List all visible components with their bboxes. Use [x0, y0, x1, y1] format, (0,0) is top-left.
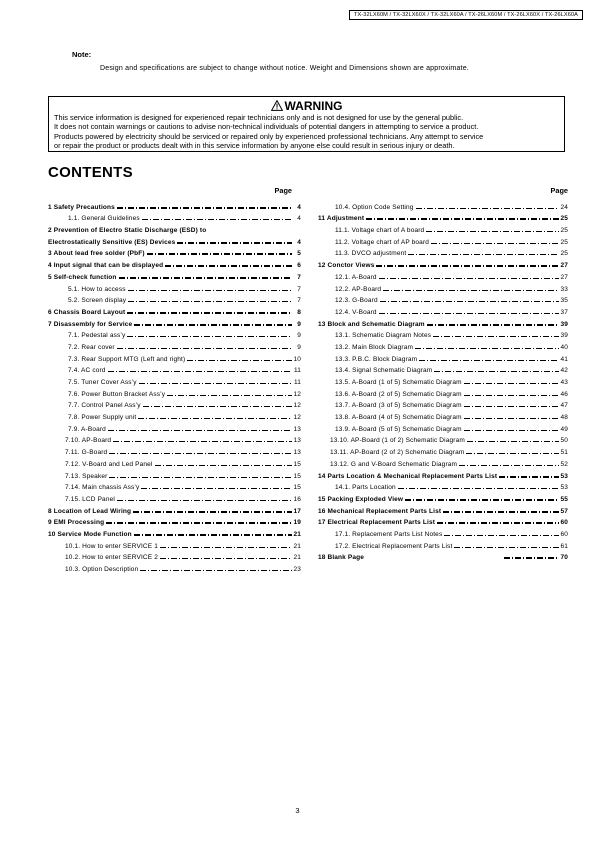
toc-leader [464, 418, 559, 419]
toc-leader [464, 406, 559, 407]
toc-entry[interactable] [48, 491, 301, 503]
toc-entry[interactable] [318, 374, 568, 386]
toc-leader [141, 488, 292, 489]
toc-entry[interactable] [48, 433, 301, 445]
toc-leader [109, 477, 292, 478]
toc-entry[interactable] [48, 316, 301, 328]
toc-entry[interactable] [48, 421, 301, 433]
toc-entry[interactable] [48, 281, 301, 293]
toc-entry-page: 12 [293, 390, 301, 398]
toc-leader [138, 418, 292, 419]
toc-entry-page: 21 [293, 542, 301, 550]
toc-entry-page: 57 [560, 507, 568, 515]
toc-entry[interactable] [48, 304, 301, 316]
toc-entry-label: 12.4. V-Board [335, 308, 377, 316]
toc-entry[interactable] [48, 456, 301, 468]
toc-leader [443, 511, 559, 513]
toc-leader [466, 453, 559, 454]
toc-entry-page: 50 [560, 437, 568, 445]
toc-leader [160, 547, 292, 548]
toc-entry-page: 52 [560, 460, 568, 468]
toc-entry-label: 14 Parts Location & Mechanical Replacement Parts List [318, 472, 498, 480]
toc-entry-page: 13 [293, 437, 301, 445]
toc-entry[interactable] [318, 363, 568, 375]
toc-entry[interactable] [318, 480, 568, 492]
toc-entry-label: 7.11. G-Board [65, 449, 108, 457]
toc-entry-label: 13.11. AP-Board (2 of 2) Schematic Diagram [330, 449, 465, 457]
toc-leader [128, 290, 292, 291]
toc-entry-label: 13.7. A-Board (3 of 5) Schematic Diagram [335, 402, 462, 410]
toc-entry[interactable] [48, 386, 301, 398]
toc-leader [437, 522, 559, 524]
toc-entry-page: 42 [560, 367, 568, 375]
toc-entry[interactable] [318, 503, 568, 515]
toc-entry-label: 1 Safety Precautions [48, 203, 115, 211]
toc-entry-label: 12 Conctor Views [318, 262, 375, 270]
toc-leader [383, 290, 559, 291]
toc-entry-label: 5.1. How to access [68, 285, 126, 293]
toc-entry[interactable] [318, 339, 568, 351]
toc-entry-page: 35 [560, 297, 568, 305]
toc-entry[interactable] [318, 409, 568, 421]
toc-entry-page: 15 [293, 472, 301, 480]
toc-entry-label: 13.2. Main Block Diagram [335, 343, 414, 351]
toc-entry-label: 7.6. Power Button Bracket Ass’y [68, 390, 166, 398]
toc-entry-page: 33 [560, 285, 568, 293]
toc-leader [108, 430, 292, 431]
toc-entry-page: 60 [560, 519, 568, 527]
toc-entry[interactable] [48, 269, 301, 281]
note-label: Note: [72, 50, 92, 59]
toc-leader [128, 301, 292, 302]
toc-entry[interactable] [318, 304, 568, 316]
toc-entry[interactable] [318, 491, 568, 503]
toc-entry-label: 17.2. Electrical Replacement Parts List [335, 542, 453, 550]
toc-entry-page: 40 [560, 343, 568, 351]
toc-entry[interactable] [48, 351, 301, 363]
toc-leader [398, 488, 559, 489]
toc-entry-label: 13.6. A-Board (2 of 5) Schematic Diagram [335, 390, 462, 398]
page-number: 3 [295, 806, 300, 815]
toc-entry-label: 5.2. Screen display [68, 297, 127, 305]
toc-entry-page: 10 [293, 355, 301, 363]
toc-entry-page: 43 [560, 379, 568, 386]
toc-entry[interactable] [48, 246, 301, 258]
toc-leader [379, 313, 559, 314]
model-list-text: TX-32LX60M / TX-32LX60X / TX-32LX60A / TX-26LX60M / TX-26LX60X / TX-26LX60A [353, 12, 578, 18]
toc-entry-label: 13 Block and Schematic Diagram [318, 320, 425, 328]
toc-entry-page: 15 [293, 484, 301, 492]
toc-entry[interactable] [48, 374, 301, 386]
toc-entry-page: 19 [293, 519, 301, 527]
toc-entry-label: 13.4. Signal Schematic Diagram [335, 367, 433, 375]
toc-entry-label: 3 About lead free solder (PbF) [48, 250, 145, 258]
toc-leader [143, 406, 292, 407]
toc-entry[interactable] [48, 550, 301, 562]
toc-entry-page: 39 [560, 320, 568, 328]
toc-entry-page: 23 [293, 566, 301, 573]
toc-entry-label: 7.7. Control Panel Ass’y [68, 402, 141, 410]
toc-column-left [48, 199, 301, 573]
toc-entry-page: 49 [560, 425, 568, 433]
toc-entry[interactable] [48, 468, 301, 480]
toc-entry-page: 6 [297, 262, 301, 270]
toc-entry-label: 8 Location of Lead Wiring [48, 507, 132, 515]
toc-entry[interactable] [318, 328, 568, 340]
toc-leader [165, 265, 292, 267]
toc-column-right [318, 199, 568, 561]
toc-entry-page: 8 [297, 308, 301, 316]
toc-entry-label: 7.15. LCD Panel [65, 495, 115, 503]
toc-entry-page: 61 [560, 542, 568, 550]
toc-leader [444, 535, 559, 536]
toc-entry-label: 1.1. General Guidelines [68, 215, 140, 223]
toc-entry-label: 12.2. AP-Board [335, 285, 382, 293]
toc-entry[interactable] [48, 503, 301, 515]
toc-leader [117, 500, 292, 501]
toc-leader [167, 395, 292, 396]
toc-leader [504, 557, 559, 559]
toc-leader [376, 265, 559, 267]
toc-leader [177, 242, 292, 244]
toc-entry-page: 25 [560, 238, 568, 246]
warning-line: or repair the product or products dealt with in this service information by anyone else could result in serious injury or death. [54, 141, 455, 151]
toc-leader [117, 348, 292, 349]
toc-entry-label: 7.10. AP-Board [65, 437, 112, 445]
toc-entry-page: 47 [560, 402, 568, 410]
toc-entry-page: 60 [560, 530, 568, 538]
toc-leader [366, 218, 559, 220]
toc-entry-page: 12 [293, 402, 301, 410]
toc-entry-page: 55 [560, 495, 568, 503]
toc-entry-label: 6 Chassis Board Layout [48, 308, 126, 316]
toc-entry-label: 15 Packing Exploded View [318, 495, 404, 503]
toc-entry-label: 10.3. Option Description [65, 566, 139, 573]
toc-entry[interactable] [318, 526, 568, 538]
toc-entry[interactable] [318, 351, 568, 363]
toc-leader [464, 383, 559, 384]
toc-entry-page: 39 [560, 332, 568, 340]
toc-entry-label: 10.2. How to enter SERVICE 2 [65, 554, 158, 562]
toc-entry-label: 13.8. A-Board (4 of 5) Schematic Diagram [335, 414, 462, 422]
toc-leader [408, 254, 559, 255]
toc-leader [140, 570, 292, 571]
toc-leader [208, 230, 292, 232]
toc-leader [106, 522, 292, 524]
toc-entry-page: 27 [560, 262, 568, 270]
toc-leader [464, 395, 559, 396]
toc-entry-label: 16 Mechanical Replacement Parts List [318, 507, 442, 515]
toc-entry[interactable] [48, 328, 301, 340]
toc-entry[interactable] [318, 316, 568, 328]
toc-leader [127, 336, 292, 337]
page-column-header-left: Page [274, 186, 292, 195]
toc-entry-page: 41 [560, 355, 568, 363]
toc-leader [134, 324, 292, 326]
toc-entry[interactable] [48, 363, 301, 375]
toc-leader [117, 207, 292, 209]
toc-entry-page: 12 [293, 414, 301, 422]
toc-entry-label: 11.1. Voltage chart of A board [335, 227, 425, 235]
toc-entry[interactable] [48, 293, 301, 305]
toc-entry-page: 53 [560, 472, 568, 480]
toc-entry-label: 17 Electrical Replacement Parts List [318, 519, 436, 527]
toc-entry-page: 25 [560, 227, 568, 235]
toc-leader [155, 465, 292, 466]
toc-entry[interactable] [318, 433, 568, 445]
toc-entry-label: 7.9. A-Board [68, 425, 106, 433]
warning-title [49, 99, 564, 113]
toc-entry-page: 9 [297, 332, 301, 340]
toc-entry[interactable] [318, 550, 568, 562]
toc-entry-label: 11 Adjustment [318, 215, 365, 223]
toc-entry-page: 4 [297, 203, 301, 211]
toc-entry-label: 11.2. Voltage chart of AP board [335, 238, 430, 246]
toc-leader [427, 324, 559, 326]
toc-entry[interactable] [48, 257, 301, 269]
toc-entry-page: 7 [297, 273, 301, 281]
toc-entry-label: 7.4. AC cord [68, 367, 106, 375]
toc-entry-label: 12.1. A-Board [335, 273, 377, 281]
toc-entry-page: 17 [293, 507, 301, 515]
toc-leader [434, 371, 559, 372]
toc-entry-label: 4 Input signal that can be displayed [48, 262, 164, 270]
toc-leader [379, 278, 559, 279]
toc-leader [454, 547, 559, 548]
toc-entry-label: 14.1. Parts Location [335, 484, 396, 492]
toc-entry-page: 13 [293, 425, 301, 433]
toc-leader [119, 277, 292, 279]
toc-entry-label: 9 EMI Processing [48, 519, 105, 527]
toc-leader [464, 430, 559, 431]
toc-leader [187, 360, 292, 361]
warning-triangle-icon [271, 100, 283, 111]
warning-box [48, 96, 565, 152]
toc-leader [134, 534, 292, 536]
toc-entry-page: 25 [560, 250, 568, 258]
toc-entry[interactable] [318, 222, 568, 234]
toc-entry-page: 37 [560, 308, 568, 316]
toc-entry-label: 7.12. V-Board and Led Panel [65, 460, 153, 468]
warning-line: It does not contain warnings or cautions to advise non-technical individuals of potential dangers in attempting to service a product. [54, 122, 479, 132]
toc-leader [419, 360, 559, 361]
toc-entry[interactable] [318, 269, 568, 281]
warning-line: Products powered by electricity should be serviced or repaired only by experienced professional technicians. Any attempt to service [54, 131, 484, 141]
toc-entry-page: 51 [560, 449, 568, 457]
toc-leader [113, 441, 292, 442]
toc-entry-label: 10.1. How to enter SERVICE 1 [65, 542, 158, 550]
toc-entry-label: Electrostatically Sensitive (ES) Devices [48, 238, 176, 246]
toc-entry-page: 70 [560, 554, 568, 562]
toc-entry[interactable] [318, 293, 568, 305]
toc-entry-page: 21 [293, 554, 301, 562]
toc-entry[interactable] [318, 257, 568, 269]
toc-leader [415, 348, 559, 349]
toc-entry[interactable] [48, 538, 301, 550]
toc-entry-label: 7.2. Rear cover [68, 343, 115, 351]
toc-leader [426, 231, 559, 232]
toc-entry[interactable] [48, 444, 301, 456]
toc-entry-label: 7.5. Tuner Cover Ass’y [68, 379, 137, 386]
toc-entry[interactable] [318, 234, 568, 246]
toc-entry-label: 13.1. Schematic Diagram Notes [335, 332, 432, 340]
toc-leader [109, 453, 292, 454]
toc-entry-label: 2 Prevention of Electro Static Discharge (ESD) to [48, 227, 207, 235]
toc-entry[interactable] [318, 515, 568, 527]
warning-line: This service information is designed for experienced repair technicians only and is not designed for use by the general public. [54, 113, 464, 122]
toc-entry[interactable] [318, 538, 568, 550]
toc-entry-label: 7 Disassembly for Service [48, 320, 133, 328]
toc-entry[interactable] [318, 468, 568, 480]
toc-entry-label: 10.4. Option Code Setting [335, 203, 414, 211]
toc-entry-page: 9 [297, 320, 301, 328]
toc-entry[interactable] [48, 211, 301, 223]
toc-entry-page: 25 [560, 215, 568, 223]
toc-entry-page: 5 [297, 250, 301, 258]
toc-entry[interactable] [48, 339, 301, 351]
toc-entry[interactable] [318, 199, 568, 211]
toc-entry[interactable] [48, 480, 301, 492]
toc-entry[interactable] [48, 526, 301, 538]
toc-entry-page: 4 [297, 215, 301, 223]
toc-leader [160, 558, 292, 559]
toc-entry-page: 11 [293, 367, 301, 375]
toc-entry-page: 53 [560, 484, 568, 492]
toc-entry-label: 18 Blank Page [318, 554, 365, 562]
toc-leader [108, 371, 292, 372]
toc-entry-label: 13.5. A-Board (1 of 5) Schematic Diagram [335, 379, 462, 386]
toc-entry-page: 11 [293, 379, 301, 386]
model-list-box [349, 10, 583, 20]
toc-entry-page: 13 [293, 449, 301, 457]
toc-entry-label: 7.13. Speaker [65, 472, 108, 480]
toc-entry-label: 13.3. P.B.C. Block Diagram [335, 355, 418, 363]
note-text: Design and specifications are subject to change without notice. Weight and Dimensions shown are approximate. [100, 65, 469, 72]
toc-leader [499, 476, 559, 478]
toc-entry-label: 5 Self-check function [48, 273, 117, 281]
toc-entry-page: 9 [297, 343, 301, 351]
toc-entry-page: 7 [297, 285, 301, 293]
toc-entry[interactable] [48, 234, 301, 246]
toc-entry-page: 7 [297, 297, 301, 305]
page-column-header-right: Page [550, 186, 568, 195]
toc-entry-page: 46 [560, 390, 568, 398]
warning-lines [54, 113, 483, 151]
toc-entry-label: 17.1. Replacement Parts List Notes [335, 530, 443, 538]
toc-entry[interactable] [48, 561, 301, 573]
toc-entry-label: 10 Service Mode Function [48, 530, 132, 538]
toc-entry[interactable] [318, 421, 568, 433]
toc-entry-page: 16 [293, 495, 301, 503]
toc-entry-label: 13.10. AP-Board (1 of 2) Schematic Diagram [330, 437, 465, 445]
toc-entry-page: 4 [297, 238, 301, 246]
toc-leader [431, 243, 559, 244]
toc-entry-label: 7.8. Power Supply unit [68, 414, 137, 422]
toc-entry-page: 27 [560, 273, 568, 281]
toc-entry[interactable] [48, 199, 301, 211]
toc-entry[interactable] [48, 409, 301, 421]
toc-leader [433, 336, 559, 337]
toc-entry[interactable] [48, 398, 301, 410]
toc-leader [147, 253, 292, 255]
toc-leader [416, 208, 559, 209]
toc-entry-label: 11.3. DVCO adjustment [335, 250, 407, 258]
toc-entry-page: 24 [560, 203, 568, 211]
toc-entry[interactable] [318, 281, 568, 293]
toc-entry[interactable] [318, 386, 568, 398]
toc-entry-label: 7.1. Pedestal ass’y [68, 332, 126, 340]
contents-title: CONTENTS [48, 164, 133, 181]
toc-leader [405, 499, 559, 501]
toc-leader [127, 312, 292, 314]
toc-entry-label: 7.14. Main chassis Ass’y [65, 484, 140, 492]
toc-entry[interactable] [318, 444, 568, 456]
toc-leader [139, 383, 292, 384]
toc-entry[interactable] [48, 515, 301, 527]
toc-entry[interactable] [318, 456, 568, 468]
toc-entry-label: 13.12. G and V-Board Schematic Diagram [330, 460, 458, 468]
toc-entry-page: 48 [560, 414, 568, 422]
toc-entry-label: 7.3. Rear Support MTG (Left and right) [68, 355, 186, 363]
toc-entry-label: 12.3. G-Board [335, 297, 378, 305]
toc-leader [380, 301, 559, 302]
toc-leader [142, 219, 292, 220]
toc-entry[interactable] [318, 246, 568, 258]
toc-entry[interactable] [48, 222, 301, 234]
toc-entry[interactable] [318, 398, 568, 410]
toc-entry-label: 13.9. A-Board (5 of 5) Schematic Diagram [335, 425, 462, 433]
toc-leader [459, 465, 559, 466]
toc-leader [133, 511, 292, 513]
toc-entry-page: 15 [293, 460, 301, 468]
warning-title-text: WARNING [284, 99, 343, 113]
toc-entry[interactable] [318, 211, 568, 223]
toc-entry-page: 21 [293, 530, 301, 538]
toc-leader [467, 441, 559, 442]
